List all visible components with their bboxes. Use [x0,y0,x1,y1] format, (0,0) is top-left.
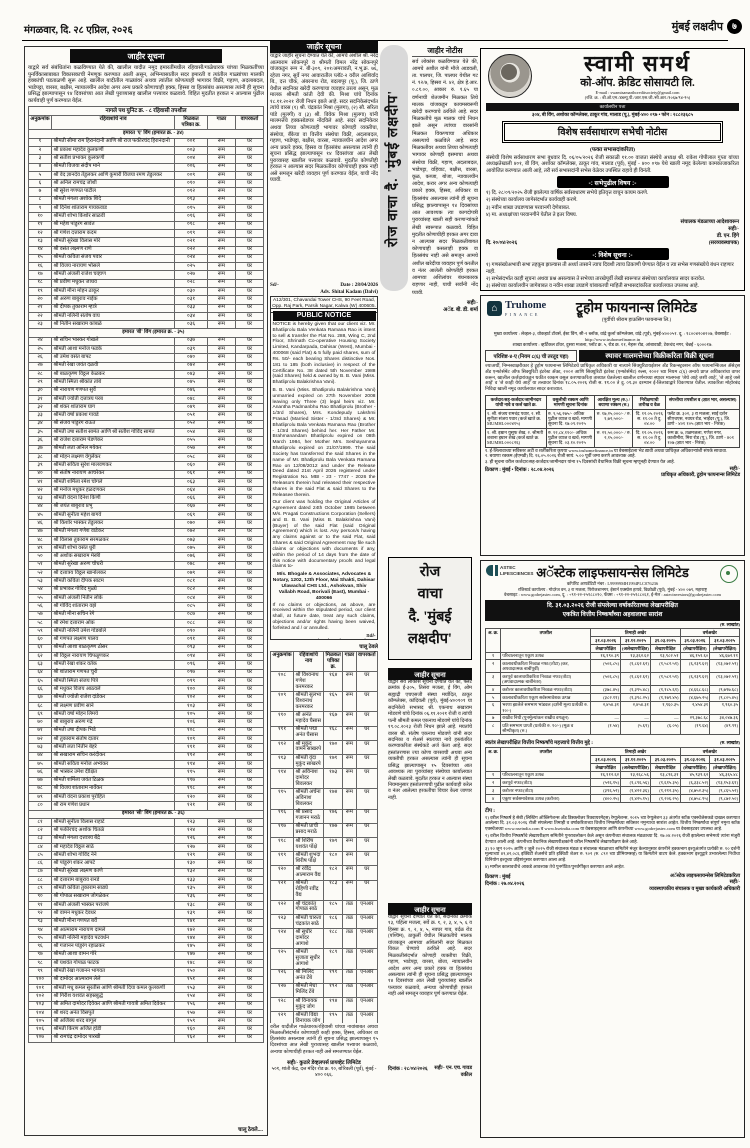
astec-place-date: ठिकाण : मुंबई दिनांक : २७.०४.२०२६ [485,874,525,887]
left-public-notice [24,46,268,1136]
continued-roster-wrap [270,651,378,1023]
developer-signature: सही/- कुठारे डेव्हलपर्स प्रायव्हेट लिमिटेड [287,1059,361,1066]
masthead-title: मुंबई लक्षदीप [671,21,723,33]
astec-unit-label: (रु. लाखांत) [720,622,740,628]
continued-roster-table: अनुक्रमांक रहिवाशांचे नाव मिळकत पत्रिका क्र. गाळा वापरकर्ता १०८ श्री विश्वनाथ गणेश करमरकर १६४ रूम घर १०९ श्रीमती सुलभा विश्वनाथ करमरकर १६५ रूम घर ११० श्री अनंत महादेव घैसास १६७ रूम घर १११ श्रीमती पद्मा अनंत घैसास १६८ रूम घर ११२ श्री मुकुंद वामन साखरपे १७० रूम घर ११३ श्रीमती वृंदा मुकुंद साखरपे १७१ रूम घर ११४ श्री अविनाश दामोदर बिवलकर १७३ रूम घर ११५ श्रीमती अर्चना अविनाश बिवलकर १७४ रूम घर ११६ श्री प्रसाद गजानन मराठे १७६ रूम घर ११७ श्रीमती प्राची प्रसाद मराठे १७७ रूम घर ११८ श्री शिरीष यशवंत पोंक्षे १७९ रूम घर ११९ श्रीमती शुभदा शिरीष पोंक्षे १८० रूम घर १२० श्री रवींद्र आत्माराम वैद्य १८२ रूम घर १२१ श्रीमती रोहिणी रवींद्र वैद्य १८३ रूम घर १२२ श्री चंद्रकांत गोपाळ साठे १८५ तळ एनआर १२३ श्रीमती चारुता चंद्रकांत साठे १८६ तळ एनआर १२४ श्री सुधीर दामोदर आगाशे १८८ तळ एनआर १२५ श्रीमती सुजाता सुधीर आगाशे १८९ तळ एनआर १२६ श्री मिलिंद अनंत टेंबे १९१ तळ एनआर १२७ श्रीमती मेधा मिलिंद टेंबे १९२ तळ एनआर १२८ श्री विनायक मुकुंद जोग १९४ तळ एनआर १२९ श्रीमती विद्या विनायक जोग १९५ तळ एनआर [270,651,378,1023]
continued-roster-footer: वरील यादीतील गाळेधारक/रहिवासी यांच्या नावांबाबत अथवा मिळकतींसंदर्भात कोणाचाही काही हक्क, हिस्सा, अधिकार वा हितसंबंध असल्यास त्यांनी ही सूचना प्रसिद्ध झाल्यापासून १५ दिवसांच्या आत लेखी पुराव्यासह खालील पत्त्यावर कळवावे, अन्यथा कोणाचीही हरकत नाही असे समजण्यात येईल. [270,1025,378,1055]
notice-a-sd: Sd/- [270,282,279,288]
astec-logo: ASTEC LIFESCIENCES [486,565,533,576]
public-notice-sd: Sd/- [366,633,376,639]
swami-samarth-notice [480,48,745,291]
resident-roster-table [28,106,264,1043]
society-emblem-icon [488,54,532,98]
left-notice-intro: याद्वारे सर्व संबंधितांना कळविण्यात येते की, खालील यादीत नमूद इमारतींमधील रहिवासी/गाळेधारक यांच्या मिळकतींच्या पुनर्विकासाबाबत विकासकाची नेमणूक करण्यात आली असून, अभिन्यासातील सदर इमारती व त्यांतील गाळ्यांच्या मालकी हक्कांची पडताळणी सुरू आहे. खालील यादीतील गाळ्यांवर अथवा त्यांतील कोणत्याही भागावर विक्री, गहाण, अदलाबदल, भाडेपट्टा, वारसा, बक्षीस, न्यायालयीन आदेश अगर अन्य प्रकारे कोणाचाही हक्क, हिस्सा वा हितसंबंध असल्यास त्यांनी ही सूचना प्रसिद्ध झाल्यापासून १४ दिवसांच्या आत लेखी पुराव्यासह खालील पत्त्यावर कळवावे. विहित मुदतीत हरकत न आल्यास पुढील कार्यवाही पूर्ण करण्यात येईल. [28,65,264,104]
public-notice-p1: NOTICE is hereby given that our client viz. Mr. Bhatliprolu Bala Venkata Ramana Rao is intent to sell & transfer the Flat No. 288, Wing C, 2nd Floor, Shrinath Co-operative Housing Society Limited, Kandarpada, Dahisar (West), Mumbai - 400068 (said Flat) & 5 fully paid shares, sum of Rs. 50/- each bearing Shares distinctive Nos. 181 to 185 (both inclusive) in respect of the Certificate No. 38 dated 5th November 1988 (said Shares) held & owned by B. B. Vani (Miss. Bhatliprolu Balakrishna Vani). [272,322,376,386]
notice-a-title-bar: जाहीर सूचना [270,40,378,53]
astec-regd-office: रजिस्टर्ड कार्यालय : गोदरेज वन, ३ रा मजला, पिरोजशानगर, ईस्टर्न एक्स्प्रेस हायवे, विक्रोळी (पूर्व), मुंबई - ४०० ०७९, महाराष्ट्र [518,586,707,592]
truhome-para: ज्याअर्थी, निम्नस्वाक्षरीकार हे ट्रूहोम फायनान्स लिमिटेडचे प्राधिकृत अधिकारी या नात्याने सिक्युरिटायझेशन अँड रिकन्स्ट्रक्शन ऑफ फायनान्शिअल ॲसेट्स अँड एन्फोर्समेंट ऑफ सिक्युरिटी इंटरेस्ट ॲक्ट, २००२ आणि सिक्युरिटी इंटरेस्ट (एन्फोर्समेंट) रुल्स, २००२ च्या नियम ८(६) अन्वये प्राप्त अधिकारांचा वापर करून, खालील कर्जदारांकडून थकीत रक्कम वसूल करण्याकरिता ताब्यात घेतलेल्या खालील वर्णनाच्या स्थावर मालमत्ता 'जेथे आहे जशी आहे', 'जे आहे जसे आहे' व 'जे काही येथे आहे' या तत्त्वावर दिनांक १८.०५.२०२६ रोजी स. ११.०० ते दु. ०१.३० दरम्यान ई-लिलावाद्वारे विकण्यात येतील. त्याकरिता मोहोरबंद निविदा खाली नमूद कार्यालयात सादर कराव्यात. [485,364,740,393]
swami-meeting-para: संस्थेची विशेष सर्वसाधारण सभा बुधवार दि. ०६/०५/२०२६ रोजी सकाळी ११.०० वाजता संस्थेचे अध्यक्ष श्री. राकेश गोपीलाल गुप्ता यांच्या अध्यक्षतेखाली ४०१, बी विंग, अशोका कॉम्प्लेक्स, ठाकूर गांव, मालाड (पूर्व), मुंबई - ४०० ०९७ येथे खाली नमूद केलेल्या कामकाजाकरिता आयोजित करण्यात आली आहे, तरी सर्व सभासदांनी सभेस वेळेवर उपस्थित राहावे ही विनंती. [486,154,739,174]
astec-company-name: अॅस्टेक लाइफसायन्सेस लिमिटेड [536,565,689,580]
roster-title: नागले पथ युनिट क्र. - ८ रहिवासी तपशील [29,107,264,116]
notice-a-body: याद्वारे जाहीर सूचना देण्यात येते की, आमचे अशील श्री. नरेंद्र आत्माराम सोकनपुरे व श्रीमती विमल नरेंद्र सोकनपुरे यांजकडून रूम नं. बी-३०९, २०१/अमरावती, न.भू.क्र. ७६, रहेजा नगर, सुर्वे नगर आवारातील प्लॉट-२ वरील आशिर्वाद बि., दत्त चौक, अंबरनाथ रोड, बदलापूर (पू.), जि. ठाणे येथील सदनिका खरेदी करण्याचा व्यवहार ठरला असून, मूळ मालक श्रीमती कांती देवी की. मिश्रा यांचे दिनांक १८.११.२०२१ रोजी निधन झाले आहे. सदर सदनिकेसंदर्भात त्यांचे वारस (१) श्री. चंद्रकांत मिश्रा (मुलगा), (२) सौ. सरिता पांडे (मुलगी) व (३) श्री. विवेक मिश्रा (मुलगा) यांनी मालमत्तेचे हक्कसोडपत्र नोंदविले आहे. सदर सदनिकेवर अथवा तिच्या कोणत्याही भागावर कोणाही व्यक्तीचा, संस्थेचा, बँकेचा वा वित्तीय संस्थेचा विक्री, अदलाबदल, गहाण, भाडेपट्टा, बक्षीस, वारसा, न्यायालयीन आदेश अगर अन्य प्रकारे हक्क, हिस्सा वा हितसंबंध असल्यास त्यांनी ही सूचना प्रसिद्ध झाल्यापासून १४ दिवसांच्या आत लेखी पुराव्यासह खालील पत्त्यावर कळवावे. मुदतीत कोणतीही हरकत न आल्यास सदर मिळकतीवर कोणाचाही हक्क नाही असे समजून खरेदी व्यवहार पूर्ण करण्यात येईल, याची नोंद घ्यावी. [270,53,378,184]
swami-special-title: -: विशेष सूचना :- [557,248,669,260]
truhome-appendix: परिशिष्ट-४-ए (नियम ८(६) ची तरतूद पहा) [485,350,577,362]
read-daily-box-ad: रोज वाचा दै. 'मुंबई लक्षदीप' [388,557,472,660]
swami-members-only: (फक्त सभासदांकरिता) [590,147,635,154]
public-notice [270,308,378,640]
godrej-emblem-icon [720,565,738,583]
swami-address: ३०४, बी विंग, अशोका कॉम्प्लेक्स, ठाकूर गांव, मालाड (पू.), मुंबई-४०० ०९७ • फोन : २८८२३६८५ [532,113,693,119]
notice-b2-signature [388,1066,472,1080]
astec-consolidated-table: अ. क्र. तपशील तिमाही अखेर वर्षअखेर ३१.०३.२०२६ ३१.१२.२०२५ ३१.०३.२०२५ ३१.०३.२०२६ ३१.०३.२०२५ लेखापरीक्षित (अलेखापरीक्षित) लेखापरीक्षित (लेखापरीक्षित) (लेखापरीक्षित) १ परिचालनातून एकूण उत्पन्न १६,१९०.३९ १३,३६२.६२ १३,९८२.५१ ४६,१५१.६० ४६,६७२.११ २ कालावधीकरिता निव्वळ नफा/(तोटा) (कर, अपवादात्मक बाबींपूर्वी) (५०६.८५) (१,८६२.६२) (१,५८२.५१) (६,२३९.६२) (१३,०७२.५९) ३ करपूर्व कालावधीकरिता निव्वळ नफा/(तोटा) (अपवादात्मक बाबींनंतर) (५०६.८५) (१,८६२.६२) (१,५८२.५१) (६,२३९.६२) (१३,०७२.५९) ४ करोत्तर कालावधीकरिता निव्वळ नफा/(तोटा) (३७८.४५) (१,३९५.४८) (१,१८५.६१) (४,६६८.६८) (९,७९७.६८) ५ कालावधीकरिता एकूण सर्वसमावेशक उत्पन्न (३८२.११) (१,३९८.२५) (१,१७९.४५) (४,६७५.२५) (९,८०५.४५) ६ भरणा झालेले समभाग भांडवल (दर्शनी मूल्य प्रत्येकी रु. १०/-) २,४५४.३१ २,४५४.३१ १,९६०.३५ २,४५४.३१ १,९६०.३५ ७ राखीव निधी (पुनर्मूल्यांकन राखीव वगळून) — — — २९,३७८.६८ ३४,०४७.३६ ८ प्रति समभाग प्राप्ती (प्रत्येकी रु. १०/-) (मूळ व सौम्यीकृत) (रु.) (१.५४) (५.६९) (६.०५) (१९.६४) (४९.९९) [485,628,740,735]
public-notice-p2: B. B. Vani (Miss. Bhatliprolu Balakrishna Vani) unmarried expired on 27th November 2008 leaving only Three (3) legal heirs viz. Mr. Anantha Padmanbhu Rao Bhatliprolu (Brother - 1/3rd Shares), Mrs. Kondepudy Lakshmi Prasad (Married Sister - 1/3rd Shares) & Mr. Bhatliprolu Bala Venkata Ramana Rao (Brother - 1/3rd Shares) behind her. Her Father Mr. Brahmanandam Bhatliprolu expired on 08th March 1984, her Mother Mrs. Seshayamma Bhatliprolu expired on 21/07/1999. The said Society has transferred the said Shares in the name of Mr. Bhatliprolu Bala Venkata Ramana Rao on 12/08/2012 and under the Release Deed dated 21st April 2026 registered under Registration No. MBI - 23 - 7747 - 2026 the Releasors therein had released their respective shares in the said Flat & said Shares to the Releasee therein. [272,387,376,498]
masthead [672,19,742,34]
notice-a-date: Date : 28/04/2026 [340,282,378,288]
public-notice-p3: Our client was holding the Original Articles of Agreement dated 24th October 1985 between M/s. Pragati Constructions Corporation (Sellers) and B. B. Vani (Miss B. Balakrishna Vani) (Buyer) of the said Flat (said Original Agreement) which is lost. Any person/s having any claims against or to the said Flat, said Shares & said Original Agreement may file such claims or objections with documents if any, within the period of 14 days from the date of this notice with documentary proofs and legal claims to- [272,500,376,570]
swami-header [486,52,739,101]
astec-header [485,563,740,598]
truhome-sale-notice [480,295,745,556]
swami-notice-date: दि. २०/०४/२०२६ [486,240,518,247]
notice-b2-date: दिनांक : २८/०४/२०२६ [388,1067,428,1072]
roster-rows: इमारत 'ए' विंग (इमारत क्र. - ३४) १ श्रीमती सीमा राम हिरानंदानी आणि श्री राज फकीरचंद हिरानंदानी ००१ रूम घर २ श्री प्रकाश महादेव कुलकर्णी ००३ रूम घर ३ श्री सतीश प्रभाकर कुलकर्णी ००४ रूम घर ४ श्रीमती विजया संदीप माने ००६ रूम घर ५ श्री वेद ज्ञानदेव तेंडुलकर आणि कुमारी विजया रमण तेंडुलकर ००९ रूम घर ६ श्री अनिल रामचंद्र जोशी ०१० रूम घर ७ श्री सुरेश गणपत पाटील ०१२ रूम घर ८ श्रीमती मंगला अशोक शिंदे ०१३ रूम घर ९ श्री दिनेश शांताराम गायकवाड ०१५ रूम घर १० श्रीमती शोभा किशोर साळवी ०१६ रूम घर ११ श्री महेश पांडुरंग सावंत ०१८ रूम घर १२ श्री गणेश दत्ताराम कदम ०१९ रूम घर १३ श्रीमती सुरेखा विलास मोरे ०२१ रूम घर १४ श्री वसंत लक्ष्मण राणे ०२२ रूम घर १५ श्रीमती कविता संजय पवार ०२४ रूम घर १६ श्री विजय नारायण भोसले ०२५ रूम घर १७ श्रीमती अंजली राजेश चव्हाण ०२७ रूम घर १८ श्री प्रवीण मधुकर जाधव ०२८ रूम घर १९ श्रीमती मीना मोहन ठाकूर ०३० रूम घर २० श्री अरुण बाबुराव नाईक ०३१ रूम घर २१ श्री दीपक तुकाराम म्हात्रे ०३३ रूम घर २२ श्रीमती नलिनी संतोष वाघ ०३४ रूम घर २३ श्री नितीन सखाराम कांबळे ०३६ रूम घर इमारत 'बी' विंग (इमारत क्र. - ३५) २४ श्री सचिन भास्कर गोखले ०३७ रूम घर २५ श्रीमती आशा मनोज फडके ०३९ रूम घर २६ श्री उमेश वसंत बापट ०४० रूम घर २७ श्रीमती रेखा जयंत दळवी ०४२ रूम घर २८ श्री बाळकृष्ण विठ्ठल केळकर ०४३ रूम घर २९ श्रीमती स्मिता श्रीकांत तांबे ०४५ रूम घर ३० श्री नारायण गणपत सुर्वे ०४६ रूम घर ३१ श्रीमती ज्योती दत्तात्रय परब ०४८ रूम घर ३२ श्री शंकर शांताराम घाग ०४९ रूम घर ३३ श्रीमती वर्षा प्रकाश गावडे ०५१ रूम घर ३४ श्री संजय पांडुरंग राऊत ०५२ रूम घर ३५ श्रीमती उषा सतीश सामंत आणि श्री सतीश गोविंद सामंत ०५४ रूम घर ३६ श्री राजेश दत्ताराम पेडणेकर ०५५ रूम घर ३७ श्रीमती लता अनिल मयेकर ०५७ रूम घर ३८ श्री मोहन लक्ष्मण वेंगुर्लेकर ०५८ रूम घर ३९ श्रीमती सविता सुरेश मालवणकर ०६० रूम घर ४० श्री संतोष नारायण आचरेकर ०६१ रूम घर ४१ श्रीमती शर्मिला रमेश चोगले ०६३ रूम घर ४२ श्री मनोज मधुकर हळदणकर ०६४ रूम घर ४३ श्रीमती वंदना दिनेश किणी ०६६ रूम घर ४४ श्री जयंत बाबुराव प्रभू ०६७ रूम घर ४५ श्रीमती सुनीता महेश बागवे ०६९ रूम घर ४६ श्री किशोर भास्कर तेंडुलकर ०७० रूम घर ४७ श्रीमती मंगला गणेश वाडेकर ०७२ रूम घर ४८ श्री विलास तुकाराम सरमळकर ०७३ रूम घर ४९ श्रीमती शोभा वसंत धुरी ०७५ रूम घर ५० श्री अशोक सखाराम मेस्त्री ०७६ रूम घर ५१ श्रीमती सुरेखा अरुण चौधरी ०७८ रूम घर ५२ श्री दत्तात्रय विठ्ठल खानोलकर ०७९ रूम घर ५३ श्रीमती कविता दीपक साटम ०८१ रूम घर ५४ श्री प्रभाकर गोविंद मुळ्ये ०८२ रूम घर ५५ श्रीमती अंजली नितीन लोके ०८४ रूम घर ५६ श्री गोविंद शांताराम वझे ०८५ रूम घर ५७ श्रीमती मीना सचिन रेगे ०८७ रूम घर ५८ श्री रमेश दत्ताराम ओक ०८८ रूम घर ५९ श्रीमती नलिनी उमेश गोडबोले ०९० रूम घर ६० श्री गणपत लक्ष्मण पालव ०९१ रूम घर ६१ श्रीमती आशा बाळकृष्ण ठोसर ०९३ रूम घर ६२ श्री विठ्ठल नारायण चिपळूणकर ०९४ रूम घर ६३ श्रीमती रेखा शंकर वर्तक ०९६ रूम घर ६४ श्री शांताराम गणपत चुरी ०९७ रूम घर ६५ श्रीमती स्मिता संजय पित्रे ०९९ रूम घर ६६ श्री मधुकर विजय आठवले १०० रूम घर ६७ श्रीमती ज्योती राजेश दांडेकर १०२ रूम घर ६८ श्री लक्ष्मण प्रवीण साने १०३ रूम घर ६९ श्रीमती वर्षा मोहन लिमये १०५ रूम घर ७० श्री बाबुराव अरुण गद्रे १०६ रूम घर ७१ श्रीमती उषा दीपक भिडे १०८ रूम घर ७२ श्री तुकाराम संतोष दातार १०९ रूम घर ७३ श्रीमती लता नितीन बेहरे १११ रूम घर ७४ श्री सखाराम सचिन करंदीकर ११२ रूम घर ७५ श्रीमती सविता मनोज अभ्यंकर ११४ रूम घर ७६ श्री भास्कर उमेश दीक्षित ११५ रूम घर ७७ श्रीमती शर्मिला जयंत टिळक ११७ रूम घर ७८ श्री विजय शांताराम नार्वेकर ११८ रूम घर ७९ श्रीमती वंदना प्रकाश पुरोहित १२० रूम घर ८० श्री राम गणेश प्रधान १२१ रूम घर इमारत 'सी' विंग (इमारत क्र. - ३६) ८१ श्रीमती सुनीता विलास राहाटे १२३ रूम घर ८२ श्री फकीरचंद अशोक चितळे १२४ रूम घर ८३ श्रीमती मंगला दत्तात्रय बेंद्रे १२६ रूम घर ८४ श्री महादेव विठ्ठल साठे १२७ रूम घर ८५ श्रीमती शोभा गोविंद नेने १२९ रूम घर ८६ श्री पांडुरंग शंकर आपटे १३० रूम घर ८७ श्रीमती सुरेखा लक्ष्मण काणे १३२ रूम घर ८८ श्री दत्ताराम बाबुराव रानडे १३३ रूम घर ८९ श्रीमती कविता तुकाराम साठ्ये १३५ रूम घर ९० श्री गोपाळ सखाराम जोगळेकर १३६ रूम घर ९१ श्रीमती अंजली भास्कर परांजपे १३८ रूम घर ९२ श्री वामन मधुकर देवधर १३९ रूम घर ९३ श्रीमती मीना गणपत बर्वे १४१ रूम घर ९४ श्री आत्माराम नारायण दामले १४२ रूम घर ९५ श्रीमती नलिनी महादेव पटवर्धन १४४ रूम घर ९६ श्री गजानन पांडुरंग रहाळकर १४५ रूम घर ९७ श्रीमती आशा वामन गोरे १४७ रूम घर ९८ श्री यशवंत गोपाळ फाटक १४८ रूम घर ९९ श्रीमती रेखा गजानन भागवत १५० रूम घर १०० श्री दामोदर आत्माराम लेले १५१ रूम घर १०१ श्रीमती मधू कमल सुरतीस आणि श्रीमती दिया कमल कुलकर्णी १५३ रूम घर १०२ श्री गिरीश यशवंत सहस्रबुद्धे १५४ रूम घर १०३ श्री अमित दामोदर दिवेकर आणि श्रीमती गायत्री अमित दिवेकर १५६ रूम घर १०४ श्री शरद अनंत विसपुते १५७ रूम घर १०५ श्री अजिंक्य शरद बागूल १५९ रूम घर १०६ श्रीमती किरण अजित होडी १६० रूम घर १०७ श्री रामचंद्र दामोदर पारखी १६२ रूम घर [29,130,264,1043]
jahir-notice-body: सर्व लोकांस कळविण्यात येते की, आमचे अशील यांनी मौजे आडवली, ता. पालघर, जि. पालघर येथील गट नं. ९२/७, हिस्सा नं. ४२, क्षेत्र हे.आर. ०.८१.००, आकार रु. १.६५ या वर्णनाची शेतजमीन मिळकत तिचे मालक यांजकडून कायमस्वरूपी खरेदी करण्याचे ठरविले आहे. सदर मिळकतीचे मूळ मालक यांचे निधन झाले असून त्यांच्या वारसांनी मिळकत विकण्याचा अधिकार असल्याचे कळविले आहे. सदर मिळकतीवर अथवा तिच्या कोणत्याही भागावर कोणाही इसमाचा अथवा संस्थेचा विक्री, गहाण, अदलाबदल, भाडेपट्टा, वहिवाट, बक्षीस, वारसा, कूळ, कब्जा, बोजा, न्यायालयीन आदेश, करार अगर अन्य कोणत्याही प्रकारे हक्क, हिस्सा, अधिकार वा हितसंबंध असल्यास त्यांनी ही सूचना प्रसिद्ध झाल्यापासून १४ दिवसांच्या आत आवश्यक त्या कागदोपत्री पुराव्यांसह खाली सही करणाऱ्यांकडे लेखी स्वरूपात कळवावे. विहित मुदतीत कोणाचीही हरकत अगर दावा न आल्यास सदर मिळकतीबाबत कोणाचाही कसलाही हक्क वा हितसंबंध नाही असे समजून आमचे अशील खरेदीचा व्यवहार पूर्ण करतील व नंतर आलेली कोणतीही हरकत आमच्या अशिलांवर बंधनकारक राहणार नाही, याची सर्वांनी नोंद घ्यावी. [412,58,478,296]
truhome-branch-office: शाखा कार्यालय : व्हर्टिकल टॉवर, दुसरा मजला, प्लॉट क्र. ५, रोड क्र. ११, नेहरू रोड, आंबावाडी, टेकचंद नगर, चेन्नई - ६०००१७. [512,342,713,348]
astec-standalone-table: अ. क्र. तपशील तिमाही अखेर वर्षअखेर ३१.०३.२०२६ ३१.१२.२०२५ ३१.०३.२०२५ ३१.०३.२०२६ ३१.०३.२०२५ लेखापरीक्षित (अलेखापरीक्षित) लेखापरीक्षित (लेखापरीक्षित) (लेखापरीक्षित) १ परिचालनातून एकूण उत्पन्न १६,११२.६२ १३,२६८.५६ १३,८९६.३१ ४५,९३९.६२ ४६,३६५.४८ २ करपूर्व नफा/(तोटा) (५२६.१५) (१,८९६.५६) (१,६१५.३५) (६,३३८.५२) (१३,१५३.६१) ३ करोत्तर नफा/(तोटा) (३९६.५२) (१,४२२.३६) (१,२१२.३५) (४,७५२.३५) (९,८६५.५२) ४ एकूण सर्वसमावेशक उत्पन्न (करोत्तर) (४००.२५) (१,४२५.१५) (१,२०६.२५) (४,७५८.९५) (९,८७२.५०) [485,747,740,802]
swami-email: E-mail : swamisamarthcreditsociety@gmail.com [595,90,680,96]
astec-consolidated-rows: १ परिचालनातून एकूण उत्पन्न १६,१९०.३९ १३,३६२.६२ १३,९८२.५१ ४६,१५१.६० ४६,६७२.११ २ कालावधीकरिता निव्वळ नफा/(तोटा) (कर, अपवादात्मक बाबींपूर्वी) (५०६.८५) (१,८६२.६२) (१,५८२.५१) (६,२३९.६२) (१३,०७२.५९) ३ करपूर्व कालावधीकरिता निव्वळ नफा/(तोटा) (अपवादात्मक बाबींनंतर) (५०६.८५) (१,८६२.६२) (१,५८२.५१) (६,२३९.६२) (१३,०७२.५९) ४ करोत्तर कालावधीकरिता निव्वळ नफा/(तोटा) (३७८.४५) (१,३९५.४८) (१,१८५.६१) (४,६६८.६८) (९,७९७.६८) ५ कालावधीकरिता एकूण सर्वसमावेशक उत्पन्न (३८२.११) (१,३९८.२५) (१,१७९.४५) (४,६७५.२५) (९,८०५.४५) ६ भरणा झालेले समभाग भांडवल (दर्शनी मूल्य प्रत्येकी रु. १०/-) २,४५४.३१ २,४५४.३१ १,९६०.३५ २,४५४.३१ १,९६०.३५ ७ राखीव निधी (पुनर्मूल्यांकन राखीव वगळून) — — — २९,३७८.६८ ३४,०४७.३६ ८ प्रति समभाग प्राप्ती (प्रत्येकी रु. १०/-) (मूळ व सौम्यीकृत) (रु.) (१.५४) (५.६९) (६.०५) (१९.६४) (४९.९९) [486,652,740,735]
developer-address: ५०१, शांती केंद्र, दत्त मंदिर रोड क्र. १०, बोरिवली (पूर्व), मुंबई - ४०० ०६६. [271,1066,377,1078]
notice-a-advocate: Adv. Shital Kadam (Dalvi) [320,288,378,295]
read-daily-vertical-ad: रोज वाचा दै. 'मुंबई लक्षदीप' [380,45,408,291]
swami-signature-block: संचालक मंडळाच्या आदेशावरून सही/- डी. एन. हिंगे (सरव्यवस्थापक) [680,219,739,246]
notice-b1-body: याद्वारे सर्व लोकांस सूचना देण्यात येते की, फ्लॅट क्रमांक ई-३०५, तिसरा मजला, ई विंग, ओम सह्याद्री एचएसजी संस्था मर्यादित, ठाकूर कॉम्प्लेक्स, कांदिवली (पूर्व), मुंबई-४००१०१ या सदनिकेचे सभासद श्री. एकनाथ सखाराम मोडवणे यांचे दिनांक ०६.११.२०२१ रोजी व त्यांची पत्नी श्रीमती कमल एकनाथ मोडवणे यांचे दिनांक १९.०८.२०२३ रोजी निधन झाले आहे. मयतांचे वारस श्री. संतोष एकनाथ मोडवणे यांनी सदर सदनिका व शेअर्स स्वतःच्या नावे हस्तांतरित करण्याकरिता संस्थेकडे अर्ज केला आहे. सदर हस्तांतरणास ज्या कोणा वारसाची अथवा अन्य व्यक्तीची हरकत असल्यास त्यांनी ही सूचना प्रसिद्ध झाल्यापासून १५ दिवसांच्या आत आवश्यक त्या पुराव्यांसह संस्थेच्या कार्यालयात लेखी कळवावे. मुदतीत हरकत न आल्यास संस्था नियमानुसार हस्तांतरणाची पुढील कार्यवाही करेल व नंतर आलेल्या हरकतीचा विचार केला जाणार नाही. [388,680,472,801]
truhome-place-date: ठिकाण : मुंबई • दिनांक : २८.०४.२०२६ [485,467,554,473]
continued-label: चालू ठेवले.... [234,1125,263,1133]
astec-standalone-title: स्वतंत्र लेखापरीक्षित वित्तीय निष्कर्षांचे महत्त्वाचे वित्तीय मुद्दे : [485,740,593,747]
astec-signature: अॅस्टेक लाइफसायन्सेस लिमिटेडकरिता सही/- व्यवस्थापकीय संचालक व मुख्य कार्यकारी अधिकारी [649,873,740,893]
astec-logo-mark [486,565,493,576]
truhome-signature: सही/- प्राधिकृत अधिकारी, ट्रूहोम फायनान्स लिमिटेड [661,466,740,479]
jahir-notice-signature: सही/- अॅड. बी. डी. शर्मा [443,299,478,314]
swami-reg-no: (रजि. क्र. : बी.ओ.एम./डब्ल्यू.पी./आर.एस.जी./सी.आर./१०६७/९४-९५) [584,95,691,101]
truhome-auction-rows: १. श्री. संजय रामचंद्र पवार, २. सौ. सुनीता संजय पवार (कर्ज खाते क्र. MUMHL०००४१५) रु. ९,५६,२७५/- अधिक पुढील व्याज व खर्च; मागणी सूचना दि. १७.०९.२०२५ रु. १७,२५,०००/- / रु. १,७२,५००/- दि. १२.०५.२०२६ स. ११.०० ते दु. ०४.०० फ्लॅट क्र. ३०२, ३ रा मजला, साई दर्शन सीएचएस, नवघर रोड, भाईंदर (पू.), जि. ठाणे - ४०१ १०५ (ज्ञात भार - निरंक) १. श्री. इम्रान युसूफ शेख, २. श्रीमती शबाना इम्रान शेख (कर्ज खाते क्र. MUMHL०००८२६) रु. १२,८४,११०/- अधिक पुढील व्याज व खर्च; मागणी सूचना दि. ०३.१०.२०२५ रु. २१,५०,०००/- / रु. २,१५,०००/- दि. १२.०५.२०२६ स. ११.०० ते दु. ०४.०० रूम क्र. ७, तळमजला, गणेश नगर, काशीमीरा, मिरा रोड (पू.), जि. ठाणे - ४०१ १०७ (ज्ञात भार - निरंक) [486,409,740,447]
notice-b2-signer: सही/- एन. एच. गावड वकील [434,1066,472,1078]
continued-roster [270,642,378,1108]
swami-special-list: १) गणसंख्येअभावी सभा तहकूब झाल्यास ती अर्ध्या तासाने त्याच दिवशी त्याच ठिकाणी घेण्यात येईल व त्या सभेस गणसंख्येचे बंधन राहणार नाही. २) सभेसंदर्भात काही सूचना अथवा प्रश्न असल्यास ते सभेच्या तारखेपूर्वी लेखी स्वरूपात संस्थेच्या कार्यालयात सादर करावेत. ३) संस्थेच्या कार्यालयीन जागेबाबत व नवीन शाखा उघडणे यांबाबतची माहिती सभासदांकरिता कार्यालयात उपलब्ध आहे. [486,262,734,290]
roster-header: नागले पथ युनिट क्र. - ८ रहिवासी तपशील अनुक्रमांक रहिवाशांचे नाव मिळकत पत्रिका क्र. गाळा वापरकर्ता [29,107,264,130]
astec-web-contact: वेबसाइट : www.godrejastec.com, दू. : +९१-२२-२५१८८०१०, फॅक्स : +९१-२२-२५१८८०६१, ई-मेल : astecinvestors@godrejastec.com [504,592,721,598]
truhome-header [485,298,740,331]
astec-results-notice: ASTEC LIFESCIENCES अॅस्टेक लाइफसायन्सेस लिमिटेड कॉर्पोरेट आयडेंटिटी नंबर : L99999MH1994PLC076236 रजिस्टर्ड कार्यालय : गोदरेज वन, ३ रा मजला, पिरोजशानगर, ईस्टर्न एक्स्प्रेस हायवे, विक्रोळी (पूर्व), मुंबई - ४०० ०७९, महाराष्ट्र वेबसाइट : www.godrejastec.com, दू. : +९१-२२-२५१८८०१०, फॅक्स : +९१-२२-२५१८८०६१, ई-मेल : astecinvestors@godrejastec.com दि. ३१.०३.२०२६ रोजी संपलेल्या वर्षाकरिताच्या लेखापरीक्षित एकत्रित वित्तीय निष्कर्षांच्या अहवालाचा सारांश (रु. लाखांत) अ. क्र. तपशील तिमाही अखेर वर्षअखेर ३१.०३.२०२६ ३१.१२.२०२५ ३१.०३.२०२५ ३१.०३.२०२६ ३१.०३.२०२५ लेखापरीक्षित (अलेखापरीक्षित) लेखापरीक्षित (लेखापरीक्षित) (लेखापरीक्षित) १ परिचालनातून एकूण उत्पन्न १६,१९०.३९ १३,३६२.६२ १३,९८२.५१ ४६,१५१.६० ४६,६७२.११ २ कालावधीकरिता निव्वळ नफा/(तोटा) (कर, अपवादात्मक बाबींपूर्वी) (५०६.८५) (१,८६२.६२) (१,५८२.५१) (६,२३९.६२) (१३,०७२.५९) ३ करपूर्व कालावधीकरिता निव्वळ नफा/(तोटा) (अपवादात्मक बाबींनंतर) (५०६.८५) (१,८६२.६२) (१,५८२.५१) (६,२३९.६२) (१३,०७२.५९) ४ करोत्तर कालावधीकरिता निव्वळ नफा/(तोटा) (३७८.४५) (१,३९५.४८) (१,१८५.६१) (४,६६८.६८) (९,७९७.६८) ५ कालावधीकरिता एकूण सर्वसमावेशक उत्पन्न (३८२.११) (१,३९८.२५) (१,१७९.४५) (४,६७५.२५) (९,८०५.४५) ६ भरणा झालेले समभाग भांडवल (दर्शनी मूल्य प्रत्येकी रु. १०/-) २,४५४.३१ २,४५४.३१ १,९६०.३५ २,४५४.३१ १,९६०.३५ ७ राखीव निधी (पुनर्मूल्यांकन राखीव वगळून) — — — २९,३७८.६८ ३४,०४७.३६ ८ प्रति समभाग प्राप्ती (प्रत्येकी रु. १०/-) (मूळ व सौम्यीकृत) (रु.) (१.५४) (५.६९) (६.०५) (१९.६४) (४९.९९) स्वतंत्र लेखापरीक्षित वित्तीय निष्कर्षांचे महत्त्वाचे वित्तीय मुद्दे : (रु. लाखांत) अ. क्र. तपशील तिमाही अखेर वर्षअखेर ३१.०३.२०२६ ३१.१२.२०२५ ३१.०३.२०२५ ३१.०३.२०२६ ३१.०३.२०२५ लेखापरीक्षित (अलेखापरीक्षित) लेखापरीक्षित (लेखापरीक्षित) (लेखापरीक्षित) १ परिचालनातून एकूण उत्पन्न १६,११२.६२ १३,२६८.५६ १३,८९६.३१ ४५,९३९.६२ ४६,३६५.४८ २ करपूर्व नफा/(तोटा) (५२६.१५) (१,८९६.५६) (१,६१५.३५) (६,३३८.५२) (१३,१५३.६१) ३ करोत्तर नफा/(तोटा) (३९६.५२) (१,४२२.३६) (१,२१२.३५) (४,७५२.३५) (९,८६५.५२) ४ एकूण सर्वसमावेशक उत्पन्न (करोत्तर) (४००.२५) (१,४२५.१५) (१,२०६.२५) (४,७५८.९५) (९,८७२.५०) टीप : १) वरील निष्कर्ष हे सेबी (लिस्टिंग ऑब्लिगेशन्स अँड डिस्क्लोजर रिक्वायरमेंट्स) रेग्युलेशन्स, २०१५ च्या रेग्युलेशन ३३ अंतर्गत स्टॉक एक्स्चेंजेसकडे दाखल करण्यात आलेल्या दि. ३१.०३.२०२६ रोजी संपलेल्या तिमाही व वर्षाकरिताच्या वित्तीय निष्कर्षांच्या सविस्तर नमुन्याचा सारांश आहेत. वित्तीय निष्कर्षांचा संपूर्ण नमुना स्टॉक एक्स्चेंजच्या www.nseindia.com व www.bseindia.com या वेबसाइट्सवर आणि कंपनीच्या www.godrejastec.com या वेबसाइटवर उपलब्ध आहे. २) वरील वित्तीय निष्कर्षांचे लेखापरीक्षण समितीने पुनरावलोकन केले असून कंपनीच्या संचालक मंडळाच्या दि. २७.०४.२०२६ रोजी झालेल्या सभेमध्ये त्यांना मंजुरी देण्यात आली आहे. कंपनीच्या वैधानिक लेखापरीक्षकांनी वरील निष्कर्षांचे लेखापरीक्षण केले आहे. ३) १० जून २०२५ आणि २ जुलै २०२५ रोजी संचालक मंडळ व संचालक मंडळाच्या समितीने मंजूर केल्यानुसार कंपनीने हक्कभाग इश्यूअंतर्गत प्रत्येकी रु. १० दर्शनी मूल्याच्या ४९,४२,०८६ इक्विटी शेअर्सचे प्रति इक्विटी शेअर रु. ९०२ (रु. ८९२ च्या प्रीमियमसह) या किमतीने वाटप केले. हक्कभाग इश्यूद्वारे उभारलेल्या निधीचा विनियोग इश्यूच्या उद्दिष्टांनुसार करण्यात आला आहे. ४) मागील कालावधीचे आकडे आवश्यक तेथे पुनर्गठित/पुनर्वर्गीकृत करण्यात आले आहेत. ठिकाण : मुंबई दिनांक : २७.०४.२०२६ अॅस्टेक लाइफसायन्सेस लिमिटेडकरिता सही/- व्यवस्थापकीय संचालक व मुख्य कार्यकारी अधिकारी [480,560,745,1138]
swami-subtitle: को-ऑप. क्रेडिट सोसायटी लि. [580,77,695,90]
astec-notes-title: टीप : [485,807,495,814]
swami-office-strip: कार्यालयीन पत्ता [486,103,739,111]
continued-from-label: चालू ठेवले [359,644,378,650]
notice-a-address: A12/301, Chavandai Tower CHS, 90 Feet Road, Opp. Raj Park, Parsik Nagar, Kalwa (W) 400605. [270,296,378,312]
astec-notes: १) वरील निष्कर्ष हे सेबी (लिस्टिंग ऑब्लिगेशन्स अँड डिस्क्लोजर रिक्वायरमेंट्स) रेग्युलेशन्स, २०१५ च्या रेग्युलेशन ३३ अंतर्गत स्टॉक एक्स्चेंजेसकडे दाखल करण्यात आलेल्या दि. ३१.०३.२०२६ रोजी संपलेल्या तिमाही व वर्षाकरिताच्या वित्तीय निष्कर्षांच्या सविस्तर नमुन्याचा सारांश आहेत. वित्तीय निष्कर्षांचा संपूर्ण नमुना स्टॉक एक्स्चेंजच्या www.nseindia.com व www.bseindia.com या वेबसाइट्सवर आणि कंपनीच्या www.godrejastec.com या वेबसाइटवर उपलब्ध आहे. २) वरील वित्तीय निष्कर्षांचे लेखापरीक्षण समितीने पुनरावलोकन केले असून कंपनीच्या संचालक मंडळाच्या दि. २७.०४.२०२६ रोजी झालेल्या सभेमध्ये त्यांना मंजुरी देण्यात आली आहे. कंपनीच्या वैधानिक लेखापरीक्षकांनी वरील निष्कर्षांचे लेखापरीक्षण केले आहे. ३) १० जून २०२५ आणि २ जुलै २०२५ रोजी संचालक मंडळ व संचालक मंडळाच्या समितीने मंजूर केल्यानुसार कंपनीने हक्कभाग इश्यूअंतर्गत प्रत्येकी रु. १० दर्शनी मूल्याच्या ४९,४२,०८६ इक्विटी शेअर्सचे प्रति इक्विटी शेअर रु. ९०२ (रु. ८९२ च्या प्रीमियमसह) या किमतीने वाटप केले. हक्कभाग इश्यूद्वारे उभारलेल्या निधीचा विनियोग इश्यूच्या उद्दिष्टांनुसार करण्यात आला आहे. ४) मागील कालावधीचे आकडे आवश्यक तेथे पुनर्गठित/पुनर्वर्गीकृत करण्यात आले आहेत. [485,814,740,869]
left-notice-title-bar: जाहीर सूचना [70,49,221,63]
house-icon: ⌂ [487,301,502,316]
truhome-notes: १. ई-लिलावाच्या सविस्तर अटी व शर्तींकरिता कृपया www.truhomefinance.in या वेबसाईटला भेट द्यावी अथवा प्राधिकृत अधिकाऱ्यांशी संपर्क साधावा. २. बयाणा रक्कम (ईएमडी) दि. १६.०५.२०२६ रोजी सायं. ५.०० पूर्वी जमा करणे आवश्यक आहे. ३. ही सूचना वरील कर्जदार/सह-कर्जदार/जामीनदार यांना १५ दिवसांची वैधानिक विक्री सूचना म्हणूनही देण्यात येत आहे. [485,447,728,465]
astec-results-title-bar: दि. ३१.०३.२०२६ रोजी संपलेल्या वर्षाकरिताच्या लेखापरीक्षित एकत्रित वित्तीय निष्कर्षांच्या अहवालाचा सारांश [485,600,740,621]
public-notice-firm [273,639,376,640]
dateline: मंगळवार, दि. २८ एप्रिल, २०२६ [24,25,133,36]
jahir-notice-column [412,46,478,558]
swami-agenda-title: -: सभेपुढील विषय :- [557,176,669,188]
truhome-sale-bar: स्थावर मालमत्तेच्या विक्रीकरिता विक्री सूचना [579,350,740,362]
truhome-auction-table: कर्जदार/सह-कर्जदार/जामीनदार यांची नावे व कर्ज खाते क्र. वसुलीची रक्कम आणि मागणी सूचना दिनांक आरक्षित मूल्य (रु.) / बयाणा रक्कम (रु.) निरीक्षणाची तारीख व वेळ संपत्तीचा तपशील व (ज्ञात भार, असल्यास) १. श्री. संजय रामचंद्र पवार, २. सौ. सुनीता संजय पवार (कर्ज खाते क्र. MUMHL०००४१५) रु. ९,५६,२७५/- अधिक पुढील व्याज व खर्च; मागणी सूचना दि. १७.०९.२०२५ रु. १७,२५,०००/- / रु. १,७२,५००/- दि. १२.०५.२०२६ स. ११.०० ते दु. ०४.०० फ्लॅट क्र. ३०२, ३ रा मजला, साई दर्शन सीएचएस, नवघर रोड, भाईंदर (पू.), जि. ठाणे - ४०१ १०५ (ज्ञात भार - निरंक) १. श्री. इम्रान युसूफ शेख, २. श्रीमती शबाना इम्रान शेख (कर्ज खाते क्र. MUMHL०००८२६) रु. १२,८४,११०/- अधिक पुढील व्याज व खर्च; मागणी सूचना दि. ०३.१०.२०२५ रु. २१,५०,०००/- / रु. २,१५,०००/- दि. १२.०५.२०२६ स. ११.०० ते दु. ०४.०० रूम क्र. ७, तळमजला, गणेश नगर, काशीमीरा, मिरा रोड (पू.), जि. ठाणे - ४०१ १०७ (ज्ञात भार - निरंक) [485,395,740,448]
continued-roster-rows: १०८ श्री विश्वनाथ गणेश करमरकर १६४ रूम घर १०९ श्रीमती सुलभा विश्वनाथ करमरकर १६५ रूम घर ११० श्री अनंत महादेव घैसास १६७ रूम घर १११ श्रीमती पद्मा अनंत घैसास १६८ रूम घर ११२ श्री मुकुंद वामन साखरपे १७० रूम घर ११३ श्रीमती वृंदा मुकुंद साखरपे १७१ रूम घर ११४ श्री अविनाश दामोदर बिवलकर १७३ रूम घर ११५ श्रीमती अर्चना अविनाश बिवलकर १७४ रूम घर ११६ श्री प्रसाद गजानन मराठे १७६ रूम घर ११७ श्रीमती प्राची प्रसाद मराठे १७७ रूम घर ११८ श्री शिरीष यशवंत पोंक्षे १७९ रूम घर ११९ श्रीमती शुभदा शिरीष पोंक्षे १८० रूम घर १२० श्री रवींद्र आत्माराम वैद्य १८२ रूम घर १२१ श्रीमती रोहिणी रवींद्र वैद्य १८३ रूम घर १२२ श्री चंद्रकांत गोपाळ साठे १८५ तळ एनआर १२३ श्रीमती चारुता चंद्रकांत साठे १८६ तळ एनआर १२४ श्री सुधीर दामोदर आगाशे १८८ तळ एनआर १२५ श्रीमती सुजाता सुधीर आगाशे १८९ तळ एनआर १२६ श्री मिलिंद अनंत टेंबे १९१ तळ एनआर १२७ श्रीमती मेधा मिलिंद टेंबे १९२ तळ एनआर १२८ श्री विनायक मुकुंद जोग १९४ तळ एनआर १२९ श्रीमती विद्या विनायक जोग १९५ तळ एनआर [271,672,378,1023]
page-number-badge: ७ [727,19,742,34]
astec-standalone-rows: १ परिचालनातून एकूण उत्पन्न १६,११२.६२ १३,२६८.५६ १३,८९६.३१ ४५,९३९.६२ ४६,३६५.४८ २ करपूर्व नफा/(तोटा) (५२६.१५) (१,८९६.५६) (१,६१५.३५) (६,३३८.५२) (१३,१५३.६१) ३ करोत्तर नफा/(तोटा) (३९६.५२) (१,४२२.३६) (१,२१२.३५) (४,७५२.३५) (९,८६५.५२) ४ एकूण सर्वसमावेशक उत्पन्न (करोत्तर) (४००.२५) (१,४२५.१५) (१,२०६.२५) (४,७५८.९५) (९,८७२.५०) [486,771,740,802]
notice-b2-body: याद्वारे सूचना देण्यात येते की, सदनिका क्रमांक १३, पहिला मजला, सर्वे क्र. १, २, ३, ४, ५, ६ व हिस्सा क्र. १, २, ४, ५, नवघर गाव, वर्दळ रोड (पश्चिम), ठाकुर्ली येथील मिळकतीचे मालक यांजकडून आमच्या अशिलांनी सदर मिळकत विकत घेण्याचे ठरविले आहे. सदर मिळकतीसंदर्भात कोणाही व्यक्तीचा विक्री, गहाण, भाडेपट्टा, वारसा, बोजा, न्यायालयीन आदेश अगर अन्य प्रकारे हक्क वा हितसंबंध असल्यास त्यांनी ही सूचना प्रसिद्ध झाल्यापासून १४ दिवसांच्या आत लेखी पुराव्यांसह खालील पत्त्यावर कळवावे, अन्यथा कोणाचीही हरकत नाही असे समजून व्यवहार पूर्ण करण्यात येईल. [388,915,472,998]
astec-cin: कॉर्पोरेट आयडेंटिटी नंबर : L99999MH1994PLC076236 [566,581,659,586]
swami-title: स्वामी समर्थ [584,51,691,76]
swami-agenda-list: १) दि. २८/०९/२०२५ रोजी झालेल्या वार्षिक सर्वसाधारण सभेचे इतिवृत्त वाचून कायम करणे. २) संस्थेच्या कार्यालय जागेसंदर्भात कार्यवाही करणे. ३) नवीन शाखा उघडण्यास परवानगी देणेबाबत. ४) मा. अध्यक्षांच्या परवानगीने येतील ते इतर विषय. [486,190,649,218]
truhome-logo: ⌂ Truhome FINANCE [487,301,546,317]
notice-b1-title-bar: जाहीर सूचना [388,668,472,680]
notice-b2-title-bar: जाहीर सूचना [388,903,472,915]
public-notice-p4: If no claims or objections, as above, are received within the stipulated period, our client shall, at future date, treat any such claims, objections and/or rights having been waived, forfeited and / or annulled. [272,602,376,631]
swami-meeting-notice-title: विशेष सर्वसाधारण सभेची नोटीस [502,121,723,143]
jahir-notice-title: जाहीर नोटीस [412,46,478,57]
public-notice-title-bar: PUBLIC NOTICE [273,311,376,321]
truhome-head-office: मुख्य कार्यालय : लेव्हल-३, वोकहार्ट टॉवर्स, ईस्ट विंग, सी-२ ब्लॉक, वांद्रे कुर्ला कॉम्प्लेक्स, वांद्रे (पूर्व), मुंबई-४०००५१. दू. : १८००४२०४२०७, वेबसाईट : http://www.truhomefinance.in [493,331,732,342]
public-notice-firm-address: M/s. Bhogale & Associates, Advocates & Notary, 1202, 12th Floor, Mai Shakti, Dahisar Ulawachal CHS Ltd., Ashokvan, Shiv Vallabh Road, Borivali (East), Mumbai - 400066 [272,572,376,601]
truhome-company-name: ट्रूहोम फायनान्स लिमिटेड [575,301,698,316]
truhome-former-name: (पूर्वीची श्रीराम हाऊसिंग फायनान्स लि.) [601,318,672,323]
